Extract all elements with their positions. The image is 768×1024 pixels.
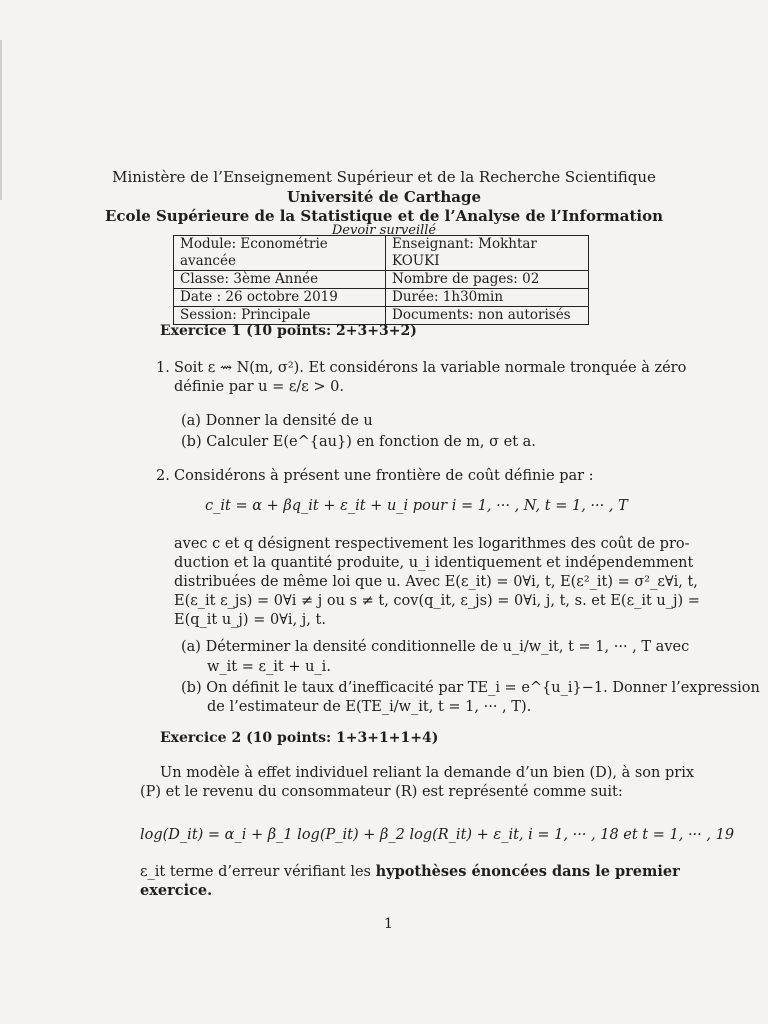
question2-text-4: E(ε_it ε_js) = 0∀i ≠ j ou s ≠ t, cov(q_it, ε_js) = 0∀i, j, t, s. et E(ε_it u_j) =: [174, 593, 700, 609]
ministry-line: Ministère de l’Enseignement Supérieur et de la Recherche Scientifique: [112, 168, 656, 186]
question2-text-5: E(q_it u_j) = 0∀i, j, t.: [174, 612, 326, 628]
question1b: (b) Calculer E(e^{au}) en fonction de m, σ et a.: [181, 434, 536, 450]
university-name: Université de Carthage: [286, 188, 482, 206]
school-name: Ecole Supérieure de la Statistique et de l’Analyse de l’Information: [104, 207, 664, 225]
exam-type: Devoir surveillé: [331, 223, 437, 238]
table-row: [174, 307, 589, 325]
exercise2-title: Exercice 2 (10 points: 1+3+1+1+4): [160, 730, 439, 746]
question1-line2: définie par u = ε/ε > 0.: [174, 379, 344, 395]
demand-model-formula: log(D_it) = α_i + β_1 log(P_it) + β_2 log(R_it) + ε_it, i = 1, ··· , 18 et t = 1, ··· , 19: [140, 827, 735, 843]
table-cell: Nombre de pages: 02: [386, 271, 589, 289]
table-cell: Date : 26 octobre 2019: [174, 289, 386, 307]
exercise2-intro-2: (P) et le revenu du consommateur (R) est représenté comme suit:: [140, 784, 623, 800]
question-number: 1.: [156, 360, 170, 376]
question2-text-3: distribuées de même loi que u. Avec E(ε_it) = 0∀i, t, E(ε²_it) = σ²_ε∀i, t,: [174, 574, 698, 590]
cost-frontier-formula: c_it = α + βq_it + ε_it + u_i pour i = 1, ··· , N, t = 1, ··· , T: [205, 498, 628, 514]
exercise2-closing-2: [140, 881, 212, 901]
table-cell: Enseignant: Mokhtar KOUKI: [386, 236, 589, 271]
table-cell: Module: Econométrie avancée: [174, 236, 386, 271]
table-row: [174, 289, 589, 307]
table-cell: Session: Principale: [174, 307, 386, 325]
question2b-line2: de l’estimateur de E(TE_i/w_it, t = 1, ··· , T).: [207, 699, 532, 715]
table-cell: Documents: non autorisés: [386, 307, 589, 325]
closing-bold-text: hypothèses énoncées dans le premier: [375, 863, 680, 880]
question1a: (a) Donner la densité de u: [181, 413, 373, 429]
question1-line1: Soit ε ⇝ N(m, σ²). Et considérons la variable normale tronquée à zéro: [174, 360, 687, 376]
closing-bold-text: exercice.: [140, 882, 213, 899]
exercise1-title: Exercice 1 (10 points: 2+3+3+2): [160, 323, 417, 339]
question2a-line1: (a) Déterminer la densité conditionnelle de u_i/w_it, t = 1, ··· , T avec: [181, 639, 690, 655]
question-number: 2.: [156, 468, 170, 484]
page-number: 1: [384, 916, 393, 932]
exercise2-intro-1: Un modèle à effet individuel reliant la demande d’un bien (D), à son prix: [160, 765, 695, 781]
question2-line1: Considérons à présent une frontière de coût définie par :: [174, 468, 594, 484]
question2b-line1: (b) On définit le taux d’inefficacité par TE_i = e^{u_i}−1. Donner l’expression: [181, 680, 760, 696]
question2-text-1: avec c et q désignent respectivement les logarithmes des coût de pro-: [174, 536, 690, 552]
exercise2-closing-1: [140, 862, 680, 882]
exam-info-table: [173, 235, 589, 325]
question2a-line2: w_it = ε_it + u_i.: [207, 659, 331, 675]
question2-text-2: duction et la quantité produite, u_i identiquement et indépendemment: [174, 555, 694, 571]
table-cell: Classe: 3ème Année: [174, 271, 386, 289]
table-row: [174, 236, 589, 271]
table-row: [174, 271, 589, 289]
table-cell: Durée: 1h30min: [386, 289, 589, 307]
closing-text: ε_it terme d’erreur vérifiant les: [140, 864, 372, 880]
